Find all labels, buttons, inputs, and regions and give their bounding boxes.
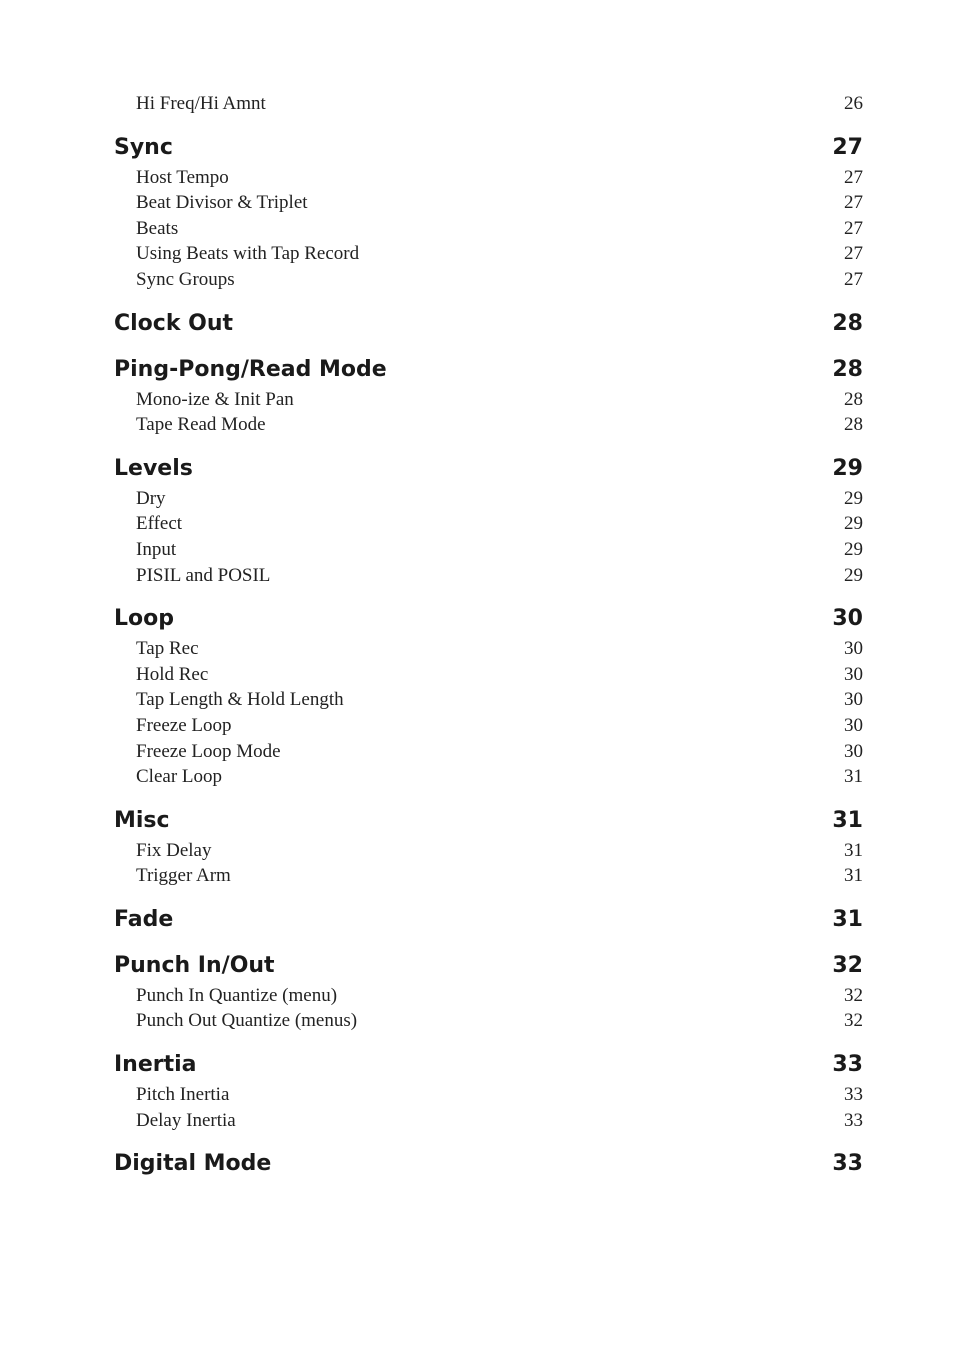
toc-entry-page: 32 [844,1010,863,1032]
toc-entry-page: 29 [844,564,863,586]
toc-entry-page: 30 [844,714,863,736]
toc-section [114,1050,863,1133]
toc-entry-page: 28 [844,414,863,436]
section-page: 33 [832,1151,863,1177]
toc-entry[interactable] [114,1108,863,1134]
toc-entry-page: 31 [844,839,863,861]
toc-entry-title: Beats [136,217,179,239]
toc-entry-title: Sync Groups [136,268,235,290]
toc-entry-page: 29 [844,487,863,509]
toc-entry[interactable] [114,511,863,537]
toc-entry-page: 27 [844,268,863,290]
toc-section [114,133,863,293]
section-title: Loop [114,606,174,632]
toc-entry-title: Punch In Quantize (menu) [136,984,338,1006]
toc-entry-title: Freeze Loop [136,714,232,736]
section-title: Punch In/Out [114,952,275,978]
toc-section-heading[interactable] [114,1149,863,1179]
toc-entry[interactable] [114,687,863,713]
toc-entry-page: 31 [844,766,863,788]
toc-section [114,1149,863,1179]
section-title: Ping-Pong/Read Mode [114,356,387,382]
section-title: Sync [114,134,173,160]
toc-section [114,454,863,588]
toc-entry-page: 27 [844,166,863,188]
toc-entry[interactable] [114,1082,863,1108]
toc-entry[interactable] [114,764,863,790]
section-page: 27 [832,134,863,160]
toc-section-heading[interactable] [114,454,863,484]
section-title: Inertia [114,1052,197,1078]
toc-entry-title: Tap Rec [136,638,199,660]
toc-entry-page: 29 [844,513,863,535]
toc-entry-page: 30 [844,663,863,685]
section-title: Digital Mode [114,1151,272,1177]
toc-entry[interactable] [114,486,863,512]
toc-entry-title: Clear Loop [136,766,223,788]
toc-section-heading[interactable] [114,951,863,981]
toc-entry-title: Dry [136,487,166,509]
toc-entry-title: Tape Read Mode [136,414,266,436]
toc-entry-title: Using Beats with Tap Record [136,243,360,265]
toc-entry-page: 27 [844,192,863,214]
section-title: Fade [114,906,174,932]
toc-section-heading[interactable] [114,604,863,634]
toc-entry-page: 33 [844,1084,863,1106]
section-title: Levels [114,455,193,481]
toc-entry-title: Tap Length & Hold Length [136,689,344,711]
toc-section [114,951,863,1034]
toc-entry-page: 29 [844,538,863,560]
toc-entry-title: Input [136,538,177,560]
table-of-contents [114,91,863,1181]
toc-entry-page: 30 [844,638,863,660]
toc-entry-title: Mono-ize & Init Pan [136,388,294,410]
toc-entry-title: PISIL and POSIL [136,564,271,586]
toc-section [114,355,863,438]
section-page: 28 [832,310,863,336]
toc-entry-title: Hold Rec [136,663,209,685]
toc-entry-title: Beat Divisor & Triplet [136,192,308,214]
toc-entry[interactable] [114,190,863,216]
toc-entry[interactable] [114,91,863,117]
toc-entry[interactable] [114,537,863,563]
toc-entry-title: Delay Inertia [136,1109,236,1131]
toc-entry-page: 27 [844,217,863,239]
section-page: 31 [832,807,863,833]
toc-section-heading[interactable] [114,355,863,385]
toc-entry-title: Fix Delay [136,839,212,861]
toc-entry[interactable] [114,563,863,589]
toc-entry[interactable] [114,983,863,1009]
toc-section [114,806,863,889]
toc-entry-page: 27 [844,243,863,265]
toc-entry[interactable] [114,241,863,267]
toc-section-heading[interactable] [114,133,863,163]
toc-entry[interactable] [114,863,863,889]
toc-entry[interactable] [114,412,863,438]
toc-section-heading[interactable] [114,309,863,339]
toc-entry[interactable] [114,165,863,191]
toc-entry-title: Pitch Inertia [136,1084,230,1106]
toc-entry-title: Punch Out Quantize (menus) [136,1010,358,1032]
toc-entry[interactable] [114,713,863,739]
toc-entry-title: Freeze Loop Mode [136,740,281,762]
toc-section-heading[interactable] [114,806,863,836]
toc-entry-page: 33 [844,1109,863,1131]
section-page: 31 [832,906,863,932]
toc-section [114,905,863,935]
toc-section-heading[interactable] [114,1050,863,1080]
toc-entry-title: Trigger Arm [136,865,231,887]
toc-entry[interactable] [114,636,863,662]
toc-entry-page: 30 [844,740,863,762]
toc-sections [114,133,863,1180]
toc-section-heading[interactable] [114,905,863,935]
section-title: Clock Out [114,310,234,336]
toc-entry[interactable] [114,267,863,293]
section-page: 33 [832,1052,863,1078]
section-page: 30 [832,606,863,632]
section-page: 32 [832,952,863,978]
toc-entry[interactable] [114,216,863,242]
toc-entry[interactable] [114,387,863,413]
toc-entry-title: Hi Freq/Hi Amnt [136,93,266,114]
toc-entry-page: 32 [844,984,863,1006]
toc-entry-page: 30 [844,689,863,711]
toc-entry-title: Effect [136,513,183,535]
section-page: 28 [832,356,863,382]
toc-section [114,604,863,790]
toc-entry[interactable] [114,1008,863,1034]
toc-entry-page: 31 [844,865,863,887]
toc-entry[interactable] [114,739,863,765]
section-page: 29 [832,455,863,481]
toc-entry[interactable] [114,662,863,688]
toc-entry[interactable] [114,838,863,864]
toc-entry-page: 28 [844,388,863,410]
toc-entry-page: 26 [844,93,863,114]
toc-entry-title: Host Tempo [136,166,229,188]
toc-section [114,309,863,339]
section-title: Misc [114,807,170,833]
